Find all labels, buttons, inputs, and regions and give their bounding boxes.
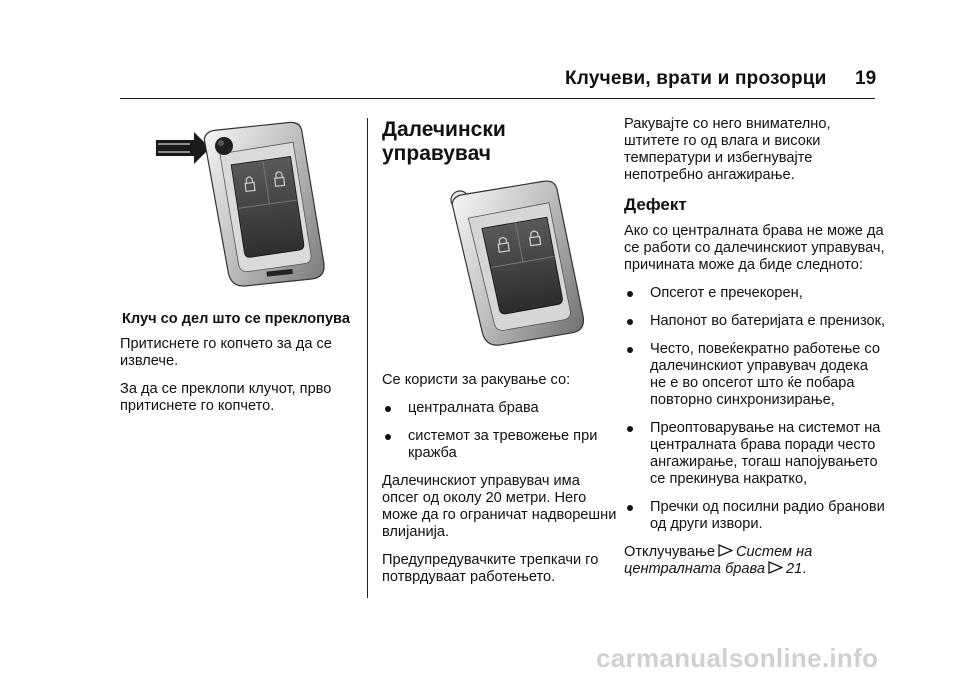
page-number: 19	[855, 68, 877, 89]
triangle-arrow-icon	[718, 544, 733, 557]
paragraph: Притиснете го копчето за да се извлече.	[120, 336, 332, 369]
column-divider	[367, 118, 368, 598]
cross-reference-paragraph	[624, 544, 886, 578]
page-reference-link[interactable]: 21	[785, 561, 803, 577]
list-item: системот за тревожење при кражба	[382, 428, 617, 462]
chapter-title: Клучеви, врати и прозорци	[565, 68, 827, 89]
subsection-title: Дефект	[624, 195, 687, 214]
list-item: Често, повеќекратно работење со далечинскиот управувач додека не е во опсегот што ќе побара повторно синхронизирање,	[624, 341, 886, 409]
closing-punctuation: .	[802, 561, 807, 577]
closing-text: Отклучување	[624, 544, 715, 560]
list-item: Опсегот е пречекорен,	[624, 285, 886, 302]
middle-column	[382, 118, 617, 597]
list-item: Преоптоварување на системот на централната брава поради често ангажирање, тогаш напојувањето се прекинува накратко,	[624, 420, 886, 488]
right-column	[624, 116, 886, 589]
watermark: carmanualsonline.info	[596, 643, 879, 673]
figure-caption: Клуч со дел што се преклопува	[122, 311, 350, 327]
folding-key-illustration	[120, 120, 352, 295]
arrow-icon	[156, 132, 210, 164]
usage-list	[382, 400, 617, 462]
list-item: централната брава	[382, 400, 617, 417]
defect-causes-list	[624, 285, 886, 533]
triangle-arrow-icon	[768, 561, 783, 574]
paragraph: Се користи за ракување со:	[382, 372, 571, 388]
header-divider	[120, 98, 875, 99]
remote-control-illustration	[416, 180, 616, 350]
paragraph: Далечинскиот управувач има опсег од околу 20 метри. Него може да го ограничат надворешни влијанија.	[382, 473, 617, 540]
left-column	[120, 120, 352, 426]
cross-reference-link[interactable]: Систем на централната брава	[624, 544, 813, 577]
paragraph: Предупредувачките трепкачи го потврдуваат работењето.	[382, 552, 599, 585]
paragraph: Ако со централната брава не може да се работи со далечинскиот управувач, причината може да биде следното:	[624, 223, 885, 273]
paragraph: За да се преклопи клучот, прво притиснете го копчето.	[120, 381, 332, 414]
list-item: Напонот во батеријата е пренизок,	[624, 313, 886, 330]
list-item: Пречки од посилни радио бранови од други извори.	[624, 499, 886, 533]
paragraph: Ракувајте со него внимателно, штитете го од влага и високи температури и избегнувајте непотребно ангажирање.	[624, 116, 831, 183]
release-button-icon	[215, 137, 233, 155]
section-title: Далечински управувач	[382, 118, 506, 165]
